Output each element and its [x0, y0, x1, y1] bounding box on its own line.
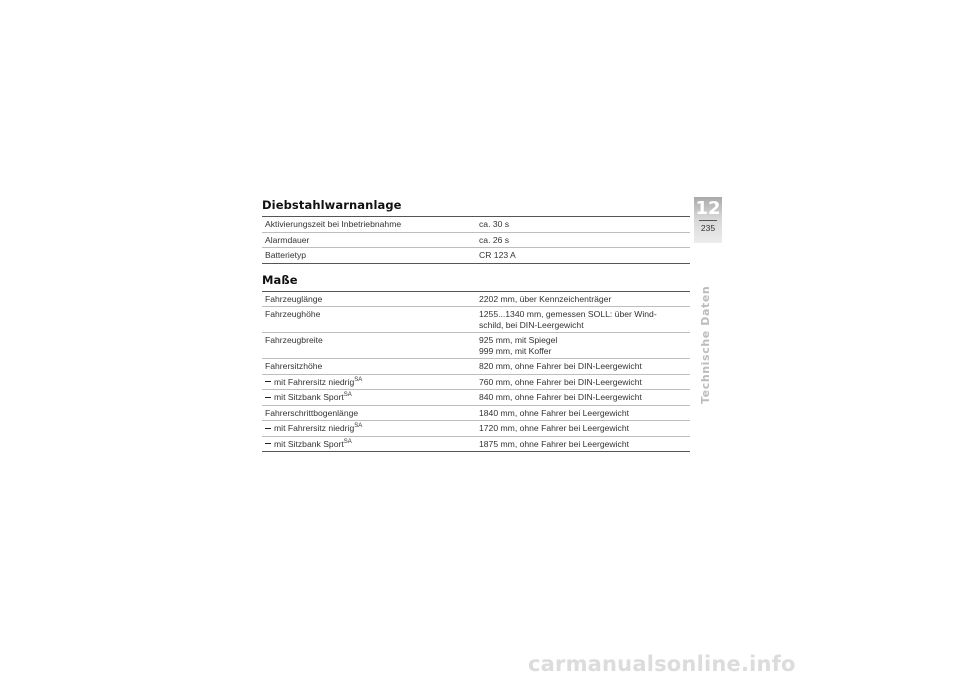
row-value: 760 mm, ohne Fahrer bei DIN-Leergewicht — [476, 374, 690, 390]
row-label: Fahrersitzhöhe — [262, 359, 476, 375]
chapter-number: 12 — [695, 198, 721, 219]
option-marker: SA — [343, 438, 352, 445]
table-row — [262, 421, 690, 437]
row-value: 2202 mm, über Kennzeichenträger — [476, 291, 690, 307]
sub-label: mit Sitzbank Sport — [274, 392, 344, 402]
row-value: 1255...1340 mm, gemessen SOLL: über Wind- schild, bei DIN-Leergewicht — [476, 307, 690, 333]
table-row — [262, 232, 690, 248]
sub-label: mit Fahrersitz niedrig — [274, 423, 355, 433]
row-value: 1875 mm, ohne Fahrer bei Leergewicht — [479, 438, 629, 449]
table-row — [262, 248, 690, 264]
section-title-dimensions: Maße — [262, 272, 298, 287]
row-value: 1840 mm, ohne Fahrer bei Leergewicht — [476, 405, 690, 421]
table-row — [262, 436, 690, 452]
row-value: CR 123 A — [479, 250, 516, 260]
row-label: Fahrzeugbreite — [262, 333, 476, 359]
table-row — [262, 217, 690, 233]
row-label-sub — [262, 374, 476, 390]
row-label: Batterietyp — [265, 250, 307, 260]
dash-icon — [265, 381, 271, 382]
dimensions-spec-table — [262, 291, 690, 453]
table-row — [262, 333, 690, 359]
sub-label: mit Fahrersitz niedrig — [274, 376, 355, 387]
row-label: Fahrzeughöhe — [262, 307, 476, 333]
option-marker: SA — [343, 392, 352, 398]
dash-icon — [265, 443, 271, 444]
row-value: 840 mm, ohne Fahrer bei DIN-Leergewicht — [476, 390, 690, 406]
sub-label: mit Sitzbank Sport — [274, 438, 344, 449]
row-label: Fahrerschrittbogenlänge — [262, 405, 476, 421]
page-number: 235 — [700, 223, 716, 233]
row-label-sub — [262, 436, 476, 452]
chapter-title-vertical: Technische Daten — [699, 285, 712, 404]
table-row — [262, 307, 690, 333]
chapter-tab — [694, 197, 722, 243]
row-label: Alarmdauer — [262, 232, 476, 248]
row-label: Fahrzeuglänge — [262, 291, 476, 307]
dash-icon — [265, 428, 271, 429]
option-marker: SA — [354, 376, 363, 383]
row-value: 1720 mm, ohne Fahrer bei Leergewicht — [476, 421, 690, 437]
row-label-sub — [262, 390, 476, 406]
row-value: 925 mm, mit Spiegel 999 mm, mit Koffer — [476, 333, 690, 359]
page-content — [262, 198, 690, 452]
table-row — [262, 374, 690, 390]
row-value: 820 mm, ohne Fahrer bei DIN-Leergewicht — [476, 359, 690, 375]
dash-icon — [265, 397, 271, 398]
table-row — [262, 359, 690, 375]
row-value: ca. 30 s — [476, 217, 690, 233]
table-row — [262, 405, 690, 421]
row-label: Aktivierungszeit bei Inbetriebnahme — [262, 217, 476, 233]
tab-divider — [699, 220, 717, 221]
section-title-alarm: Diebstahlwarnanlage — [262, 198, 402, 212]
table-row — [262, 390, 690, 406]
row-value: ca. 26 s — [476, 232, 690, 248]
alarm-spec-table — [262, 216, 690, 264]
watermark: carmanualsonline.info — [528, 652, 796, 676]
row-label-sub — [262, 421, 476, 437]
option-marker: SA — [354, 423, 363, 429]
table-row — [262, 291, 690, 307]
